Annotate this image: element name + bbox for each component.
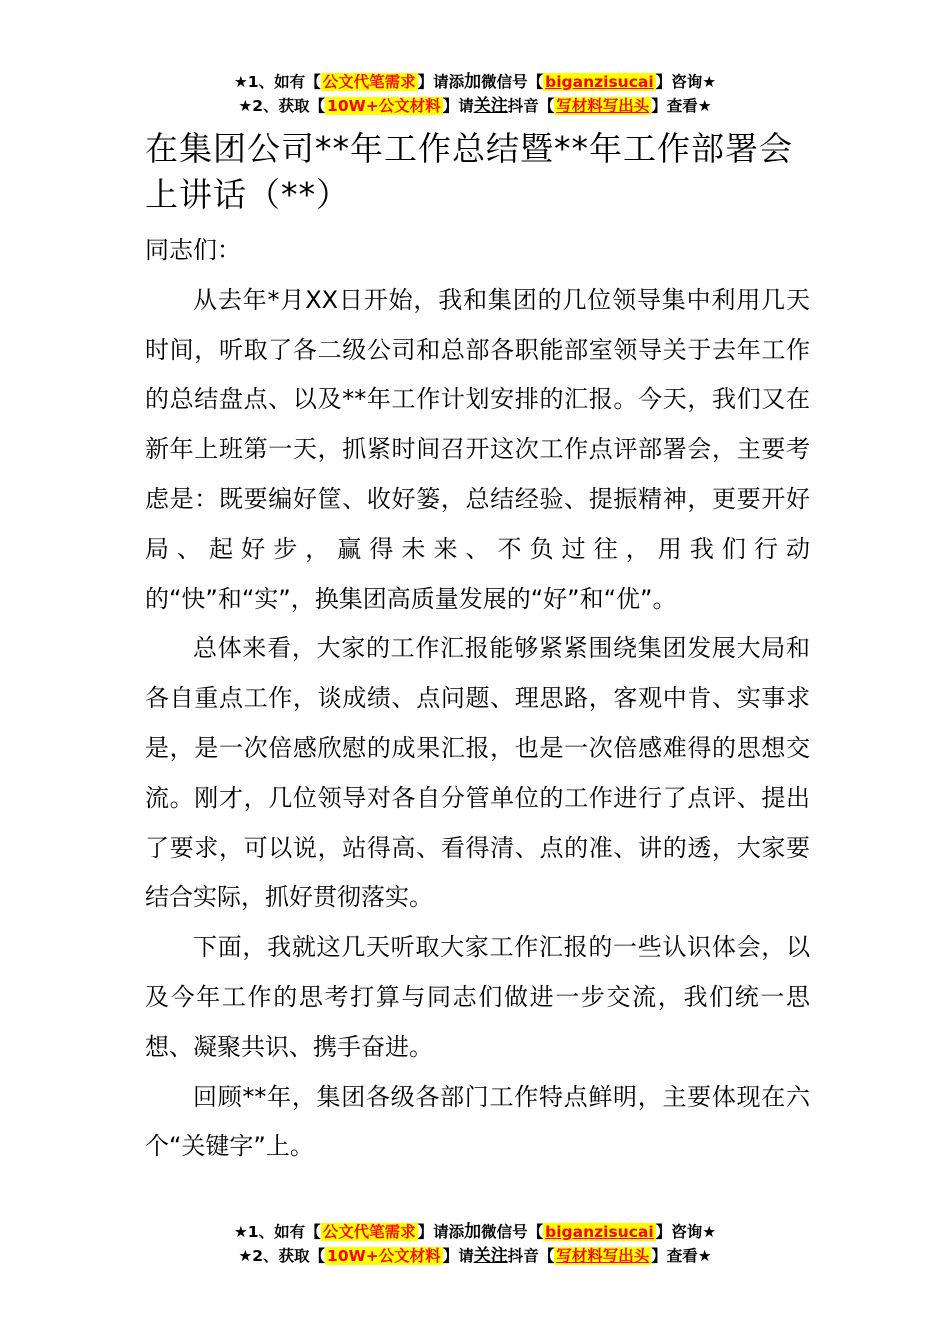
banner-text: 】请添: [417, 1223, 465, 1241]
banner-text: 】请: [442, 1247, 474, 1265]
banner-text: 】请: [442, 97, 474, 115]
banner-emphasis: 关注: [473, 1246, 508, 1266]
footer-banner: [0, 1220, 950, 1268]
banner-text: 】查看★: [651, 97, 712, 115]
banner-text: ★1、如有【: [233, 73, 321, 91]
banner-line-2: [0, 94, 950, 118]
document-body: [145, 226, 810, 1172]
banner-highlight: 10W+公文材料: [327, 97, 441, 115]
banner-douyin-id: 写材料写出头: [556, 97, 650, 115]
banner-wechat-id: biganzisucai: [545, 73, 654, 91]
banner-text: 抖音【: [507, 97, 555, 115]
banner-text: 】请添: [417, 73, 465, 91]
banner-line-1: [0, 1220, 950, 1244]
banner-text: 微信号【: [481, 1223, 544, 1241]
banner-wechat-id: biganzisucai: [545, 1223, 654, 1241]
banner-text: 】咨询★: [655, 73, 717, 91]
banner-text: 抖音【: [507, 1247, 555, 1265]
banner-line-1: [0, 70, 950, 94]
banner-text: ★1、如有【: [233, 1223, 321, 1241]
banner-emphasis: 加: [464, 1222, 482, 1242]
paragraph: 下面，我就这几天听取大家工作汇报的一些认识体会，以及今年工作的思考打算与同志们做进一步交流，我们统一思想、凝聚共识、携手奋进。: [145, 933, 810, 1061]
banner-highlight: 10W+公文材料: [327, 1247, 441, 1265]
banner-text: ★2、获取【: [238, 97, 326, 115]
document-title: 在集团公司**年工作总结暨**年工作部署会上讲话（**）: [145, 129, 793, 214]
paragraph: 总体来看，大家的工作汇报能够紧紧围绕集团发展大局和各自重点工作，谈成绩、点问题、理思路，客观中肯、实事求是，是一次倍感欣慰的成果汇报，也是一次倍感难得的思想交流。刚才，几位领导对各自分管单位的工作进行了点评、提出了要求，可以说，站得高、看得清、点的准、讲的透，大家要结合实际，抓好贯彻落实。: [145, 634, 810, 912]
paragraph: 从去年*月XX日开始，我和集团的几位领导集中利用几天时间，听取了各二级公司和总部各职能部室领导关于去年工作的总结盘点、以及**年工作计划安排的汇报。今天，我们又在新年上班第一天，抓紧时间召开这次工作点评部署会，主要考虑是：既要编好筐、收好篓，总结经验、提振精神，更要开好局、起好步，赢得未来、不负过往，用我们行动的“快”和“实”，换集团高质量发展的“好”和“优”。: [145, 285, 810, 613]
banner-line-2: [0, 1244, 950, 1268]
salutation: 同志们：: [145, 236, 241, 264]
banner-douyin-id: 写材料写出头: [556, 1247, 650, 1265]
banner-text: 微信号【: [481, 73, 544, 91]
banner-highlight: 公文代笔需求: [322, 73, 416, 91]
paragraph: 回顾**年，集团各级各部门工作特点鲜明，主要体现在六个“关键字”上。: [145, 1082, 810, 1161]
banner-highlight: 公文代笔需求: [322, 1223, 416, 1241]
banner-text: ★2、获取【: [238, 1247, 326, 1265]
banner-text: 】咨询★: [655, 1223, 717, 1241]
header-banner: [0, 70, 950, 118]
banner-emphasis: 关注: [473, 96, 508, 116]
banner-text: 】查看★: [651, 1247, 712, 1265]
banner-emphasis: 加: [464, 72, 482, 92]
